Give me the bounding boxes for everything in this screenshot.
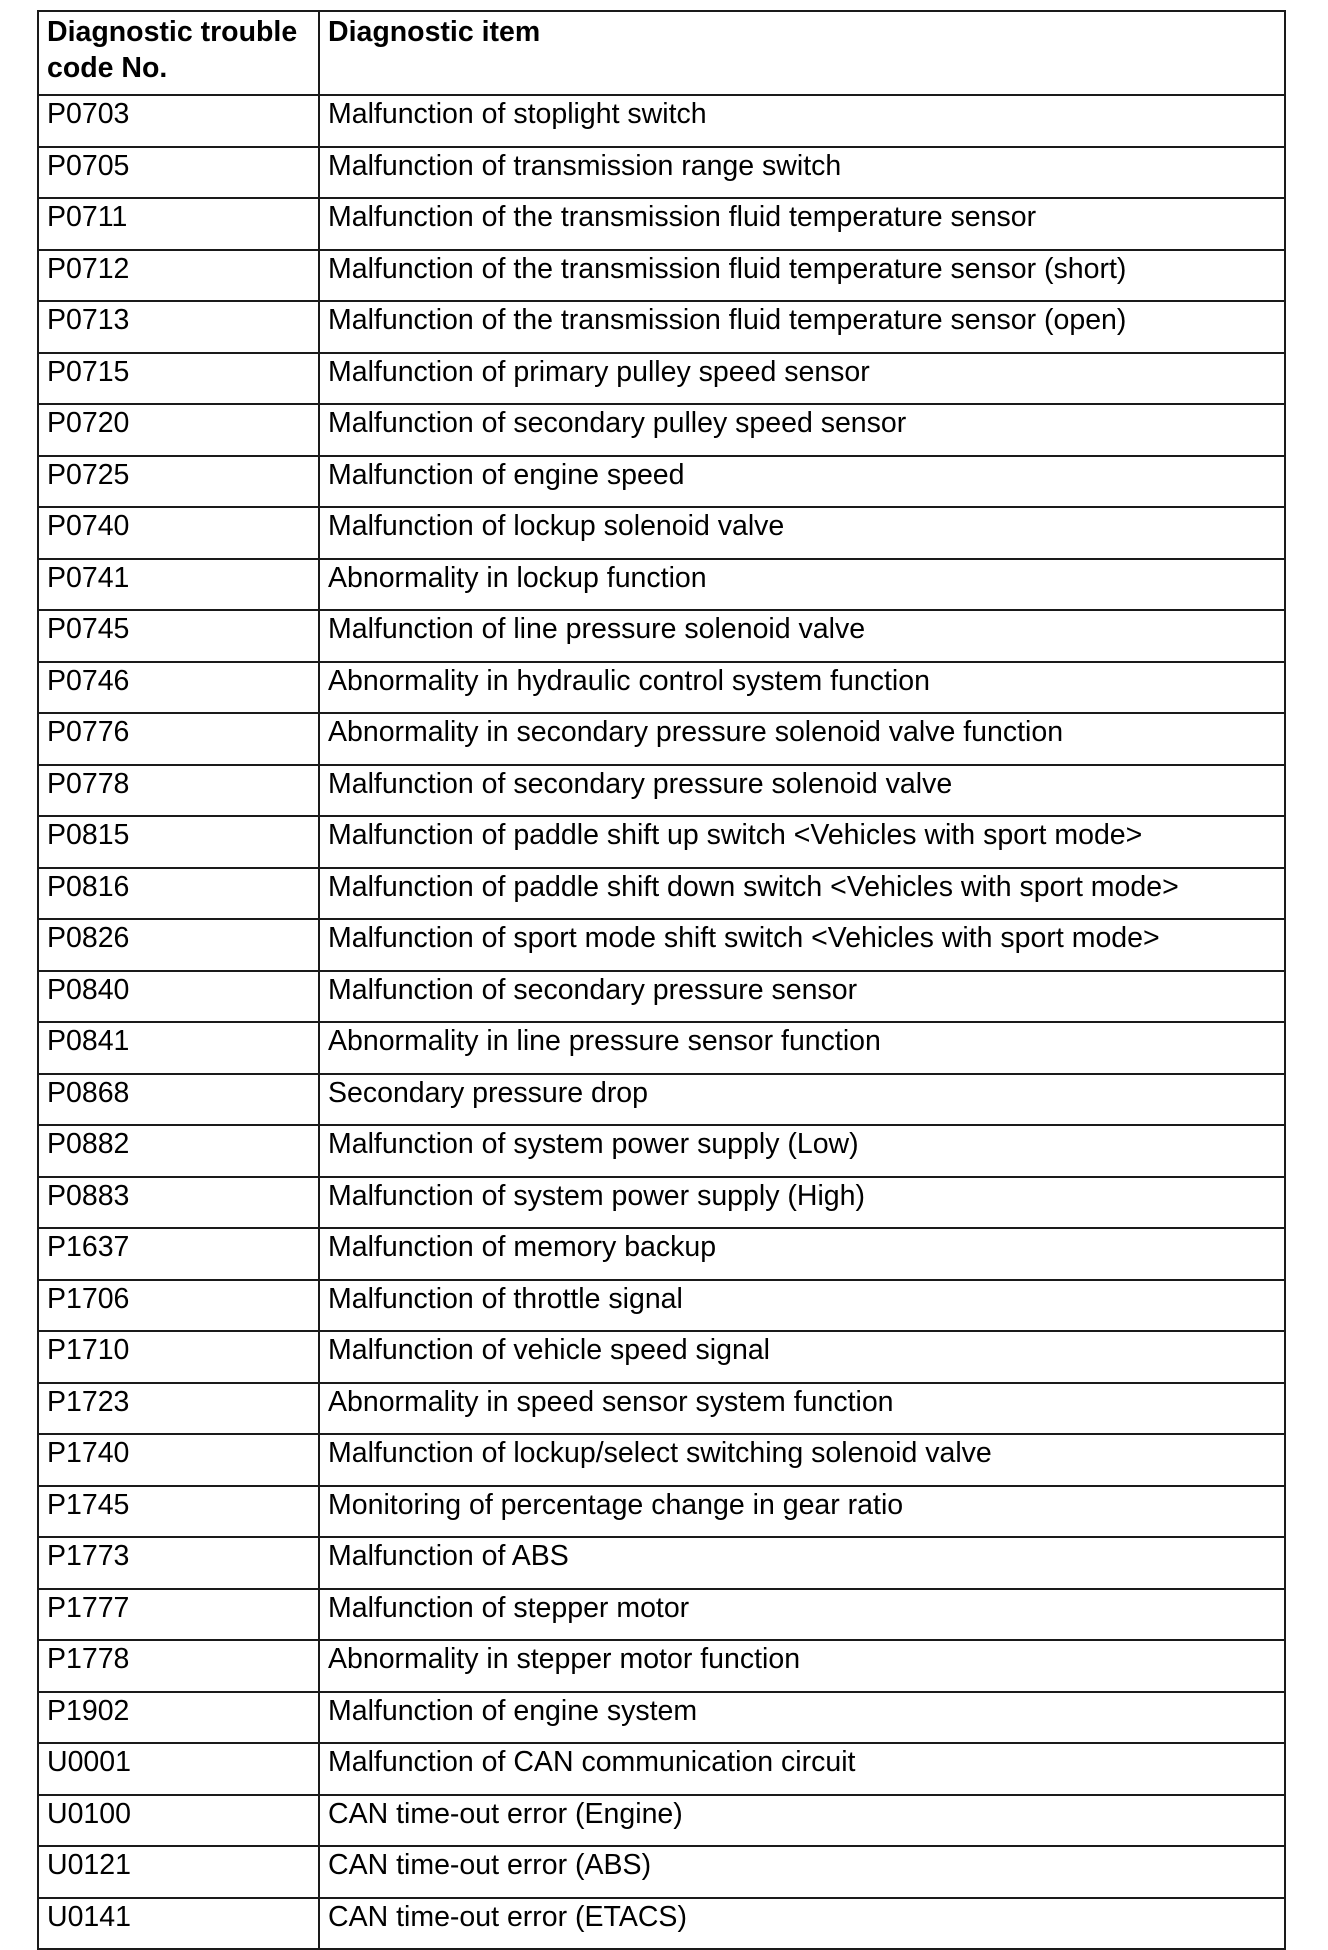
table-row (38, 1486, 1285, 1538)
table-row (38, 1692, 1285, 1744)
table-row (38, 1898, 1285, 1950)
diagnostic-item: Malfunction of primary pulley speed sensor (319, 353, 1285, 405)
table-row (38, 404, 1285, 456)
dtc-code: P0776 (38, 713, 319, 765)
dtc-code: P1740 (38, 1434, 319, 1486)
diagnostic-item: Malfunction of stepper motor (319, 1589, 1285, 1641)
diagnostic-item: Malfunction of lockup solenoid valve (319, 507, 1285, 559)
dtc-code: P0715 (38, 353, 319, 405)
diagnostic-item: Malfunction of engine system (319, 1692, 1285, 1744)
table-row (38, 816, 1285, 868)
diagnostic-item: CAN time-out error (ABS) (319, 1846, 1285, 1898)
diagnostic-item: Malfunction of memory backup (319, 1228, 1285, 1280)
dtc-code: P1902 (38, 1692, 319, 1744)
dtc-code: P0705 (38, 147, 319, 199)
table-body (38, 95, 1285, 1949)
diagnostic-item: Malfunction of vehicle speed signal (319, 1331, 1285, 1383)
table-row (38, 1434, 1285, 1486)
diagnostic-item: Malfunction of engine speed (319, 456, 1285, 508)
dtc-code: P1706 (38, 1280, 319, 1332)
table-row (38, 971, 1285, 1023)
header-row (38, 11, 1285, 95)
table-row (38, 147, 1285, 199)
table-row (38, 95, 1285, 147)
dtc-code: P0703 (38, 95, 319, 147)
diagnostic-item: Malfunction of transmission range switch (319, 147, 1285, 199)
dtc-code: U0100 (38, 1795, 319, 1847)
diagnostic-item: Malfunction of system power supply (High) (319, 1177, 1285, 1229)
dtc-code: P0713 (38, 301, 319, 353)
table-row (38, 559, 1285, 611)
diagnostic-item: Malfunction of lockup/select switching solenoid valve (319, 1434, 1285, 1486)
diagnostic-item: Malfunction of line pressure solenoid valve (319, 610, 1285, 662)
diagnostic-item: Malfunction of sport mode shift switch <Vehicles with sport mode> (319, 919, 1285, 971)
table-row (38, 353, 1285, 405)
table-row (38, 610, 1285, 662)
dtc-code: P0745 (38, 610, 319, 662)
dtc-code: P0712 (38, 250, 319, 302)
diagnostic-item: CAN time-out error (Engine) (319, 1795, 1285, 1847)
diagnostic-item: Secondary pressure drop (319, 1074, 1285, 1126)
diagnostic-item: Malfunction of the transmission fluid temperature sensor (319, 198, 1285, 250)
diagnostic-item: Malfunction of the transmission fluid temperature sensor (short) (319, 250, 1285, 302)
diagnostic-item: Abnormality in speed sensor system function (319, 1383, 1285, 1435)
table-row (38, 301, 1285, 353)
table-row (38, 919, 1285, 971)
table-row (38, 1589, 1285, 1641)
table-row (38, 1331, 1285, 1383)
table-row (38, 456, 1285, 508)
dtc-code: P0778 (38, 765, 319, 817)
header-code: Diagnostic trouble code No. (38, 11, 319, 95)
dtc-code: P1710 (38, 1331, 319, 1383)
diagnostic-item: Malfunction of secondary pressure solenoid valve (319, 765, 1285, 817)
diagnostic-item: Malfunction of system power supply (Low) (319, 1125, 1285, 1177)
diagnostic-item: Abnormality in hydraulic control system function (319, 662, 1285, 714)
diagnostic-item: Malfunction of stoplight switch (319, 95, 1285, 147)
dtc-code: P0816 (38, 868, 319, 920)
dtc-code: U0001 (38, 1743, 319, 1795)
dtc-code: U0141 (38, 1898, 319, 1950)
table-row (38, 1640, 1285, 1692)
diagnostic-item: Abnormality in lockup function (319, 559, 1285, 611)
table-row (38, 1846, 1285, 1898)
table-row (38, 198, 1285, 250)
dtc-code: P1773 (38, 1537, 319, 1589)
diagnostic-item: Abnormality in secondary pressure solenoid valve function (319, 713, 1285, 765)
table-row (38, 1074, 1285, 1126)
dtc-code: P0840 (38, 971, 319, 1023)
dtc-code: P0815 (38, 816, 319, 868)
table-row (38, 1228, 1285, 1280)
diagnostic-item: Malfunction of paddle shift up switch <Vehicles with sport mode> (319, 816, 1285, 868)
dtc-code: P0725 (38, 456, 319, 508)
table-row (38, 1022, 1285, 1074)
table-row (38, 1280, 1285, 1332)
header-item: Diagnostic item (319, 11, 1285, 95)
table-row (38, 1383, 1285, 1435)
table-row (38, 1795, 1285, 1847)
dtc-code: P0883 (38, 1177, 319, 1229)
table-row (38, 765, 1285, 817)
dtc-code: P0882 (38, 1125, 319, 1177)
table-row (38, 1177, 1285, 1229)
dtc-code: U0121 (38, 1846, 319, 1898)
dtc-code: P1778 (38, 1640, 319, 1692)
diagnostic-item: Malfunction of ABS (319, 1537, 1285, 1589)
diagnostic-item: Abnormality in stepper motor function (319, 1640, 1285, 1692)
dtc-code: P0741 (38, 559, 319, 611)
dtc-code: P1637 (38, 1228, 319, 1280)
dtc-code: P0720 (38, 404, 319, 456)
table-row (38, 662, 1285, 714)
dtc-code: P0711 (38, 198, 319, 250)
dtc-code: P1777 (38, 1589, 319, 1641)
table-row (38, 507, 1285, 559)
table-row (38, 1537, 1285, 1589)
table-header (38, 11, 1285, 95)
diagnostic-item: Malfunction of secondary pulley speed sensor (319, 404, 1285, 456)
diagnostic-item: Malfunction of paddle shift down switch <Vehicles with sport mode> (319, 868, 1285, 920)
dtc-code: P1745 (38, 1486, 319, 1538)
dtc-code: P1723 (38, 1383, 319, 1435)
dtc-code: P0740 (38, 507, 319, 559)
diagnostic-item: Monitoring of percentage change in gear ratio (319, 1486, 1285, 1538)
dtc-table (37, 10, 1286, 1950)
diagnostic-item: Malfunction of throttle signal (319, 1280, 1285, 1332)
diagnostic-item: Malfunction of secondary pressure sensor (319, 971, 1285, 1023)
table-row (38, 250, 1285, 302)
dtc-code: P0868 (38, 1074, 319, 1126)
dtc-code: P0746 (38, 662, 319, 714)
table-row (38, 868, 1285, 920)
table-row (38, 1743, 1285, 1795)
diagnostic-item: Abnormality in line pressure sensor function (319, 1022, 1285, 1074)
diagnostic-item: Malfunction of CAN communication circuit (319, 1743, 1285, 1795)
table-row (38, 1125, 1285, 1177)
dtc-code: P0841 (38, 1022, 319, 1074)
diagnostic-item: CAN time-out error (ETACS) (319, 1898, 1285, 1950)
table-row (38, 713, 1285, 765)
dtc-code: P0826 (38, 919, 319, 971)
diagnostic-item: Malfunction of the transmission fluid temperature sensor (open) (319, 301, 1285, 353)
